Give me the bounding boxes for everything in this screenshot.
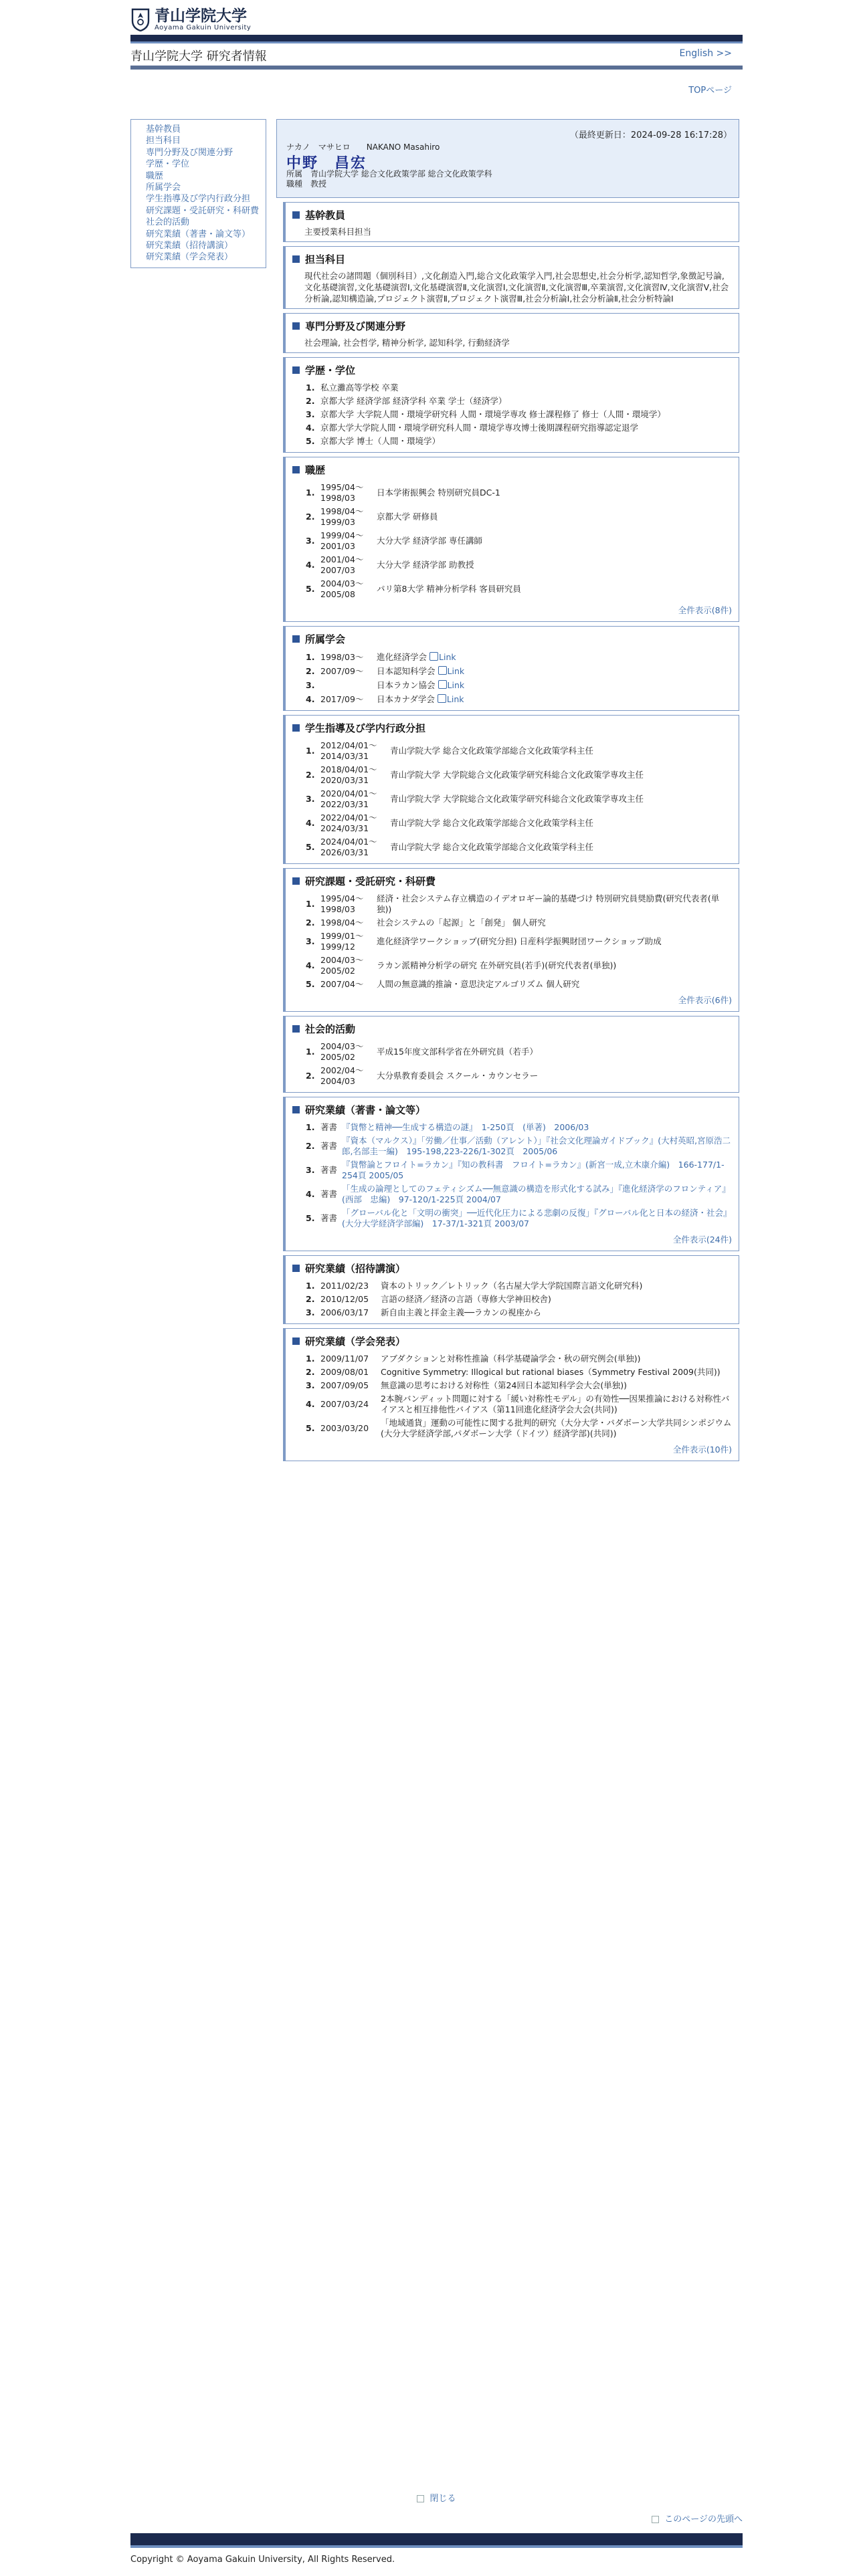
publication-link[interactable]: 「生成の論理としてのフェティシズム──無意識の構造を形式化する試み」『進化経済学のフロンティア』(西部 忠編) 97-120/1-225頁 2004/07 bbox=[342, 1184, 731, 1204]
researcher-name: 中野 昌宏 bbox=[286, 155, 367, 172]
list-item: 2. 2007/09〜 日本認知科学会 Link bbox=[306, 665, 465, 676]
external-link[interactable]: Link bbox=[436, 666, 465, 676]
show-all-link[interactable]: 全件表示(10件) bbox=[672, 1444, 732, 1455]
sidebar-item-kenkyu[interactable]: 研究課題・受託研究・科研費 bbox=[146, 205, 260, 216]
publication-link[interactable]: 『資本（マルクス）』「労働／仕事／活動（アレント）」『社会文化理論ガイドブック』(大村英昭,宮原浩二郎,名部圭一編) 195-198,223-226/1-302頁 2005/06 bbox=[342, 1136, 731, 1156]
section-marker-icon bbox=[292, 466, 300, 473]
section-marker-icon bbox=[292, 724, 300, 732]
list-item: 2. 2009/08/01 Cognitive Symmetry: Illogical but rational biases（Symmetry Festival 2009(共同)) bbox=[306, 1367, 721, 1377]
list-item: 2. 2010/12/05 言語の経済／経済の言語（専修大学神田校舎) bbox=[306, 1294, 551, 1304]
section-title: 研究課題・受託研究・科研費 bbox=[305, 875, 436, 887]
job-title: 職種 教授 bbox=[286, 179, 327, 189]
list-item: 3. 2006/03/17 新自由主義と拝金主義──ラカンの視座から bbox=[306, 1307, 542, 1317]
section-shakai bbox=[283, 1016, 739, 1093]
external-link[interactable]: Link bbox=[435, 694, 464, 704]
list-item: 1. 2004/03〜 2005/02 平成15年度文部科学省在外研究員（若手） bbox=[306, 1041, 538, 1062]
list-item: 2. 2002/04〜 2004/03 大分県教育委員会 スクール・カウンセラー bbox=[306, 1065, 539, 1086]
last-updated: （最終更新日：2024-09-28 16:17:28） bbox=[569, 130, 732, 140]
sidebar-item-happyo[interactable]: 研究業績（学会発表） bbox=[146, 252, 233, 263]
section-title: 所属学会 bbox=[305, 633, 346, 645]
publication-link[interactable]: 「グローバル化と「文明の衝突」──近代化圧力による悲劇の反復」『グローバル化と日本の経済・社会』(大分大学経済学部編) 17-37/1-321頁 2003/07 bbox=[342, 1208, 732, 1228]
main-content bbox=[276, 119, 739, 1461]
list-item: 4. 2004/03〜 2005/02 ラカン派精神分析学の研究 在外研究員(若手)(研究代表者(単独)) bbox=[306, 955, 617, 976]
section-tanto bbox=[283, 246, 739, 309]
section-title: 研究業績（学会発表） bbox=[305, 1335, 406, 1348]
footer-bar bbox=[130, 2533, 743, 2545]
sidebar-item-shakai[interactable]: 社会的活動 bbox=[146, 217, 190, 228]
list-item: 4. 2007/03/24 2本腕バンディット問題に対する「緩い対称性モデル」の有効性──因果推論における対称性バイアスと相互排他性バイアス（第11回進化経済学会大会(共同)) bbox=[306, 1394, 730, 1414]
section-title: 社会的活動 bbox=[305, 1023, 356, 1035]
sidebar-item-shokureki[interactable]: 職歴 bbox=[146, 171, 164, 181]
list-item: 2. 著書 『資本（マルクス）』「労働／仕事／活動（アレント）」『社会文化理論ガイドブック』(大村英昭,宮原浩二郎,名部圭一編) 195-198,223-226/1-302頁 2005/06 bbox=[306, 1136, 731, 1156]
section-text: 社会理論, 社会哲学, 精神分析学, 認知科学, 行動経済学 bbox=[304, 338, 510, 348]
publication-link[interactable]: 『貨幣と精神──生成する構造の謎』 1-250頁 (単著) 2006/03 bbox=[342, 1122, 589, 1132]
list-item: 3. 1999/01〜 1999/12 進化経済学ワークショップ(研究分担) 日産科学振興財団ワークショップ助成 bbox=[306, 931, 662, 952]
list-item: 2. 2018/04/01〜 2020/03/31 青山学院大学 大学院総合文化政策学研究科総合文化政策学専攻主任 bbox=[306, 764, 644, 785]
affiliation: 所属 青山学院大学 総合文化政策学部 総合文化政策学科 bbox=[286, 169, 492, 179]
show-all-link[interactable]: 全件表示(8件) bbox=[678, 605, 732, 615]
list-item: 5. 2007/04〜 人間の無意識的推論・意思決定アルゴリズム 個人研究 bbox=[306, 979, 580, 989]
section-chosho bbox=[283, 1097, 739, 1251]
section-title: 基幹教員 bbox=[305, 209, 346, 221]
section-title: 担当科目 bbox=[305, 253, 346, 265]
section-gakkai bbox=[283, 626, 739, 711]
publication-link[interactable]: 『貨幣論とフロイト=ラカン』『知の教科書 フロイト=ラカン』(新宮一成,立木康介編) 166-177/1-254頁 2005/05 bbox=[342, 1160, 725, 1180]
sidebar-item-senmon[interactable]: 専門分野及び関連分野 bbox=[146, 147, 233, 158]
link-icon bbox=[438, 680, 447, 689]
section-marker-icon bbox=[292, 366, 300, 374]
sidebar-item-gakusei[interactable]: 学生指導及び学内行政分担 bbox=[146, 194, 251, 205]
section-kenkyu bbox=[283, 868, 739, 1012]
link-icon bbox=[438, 694, 446, 703]
section-marker-icon bbox=[292, 255, 300, 263]
link-icon bbox=[430, 652, 438, 661]
external-link[interactable]: Link bbox=[427, 652, 456, 662]
list-item: 3. 著書 『貨幣論とフロイト=ラカン』『知の教科書 フロイト=ラカン』(新宮一成,立木康介編) 166-177/1-254頁 2005/05 bbox=[292, 1158, 732, 1182]
university-logo[interactable] bbox=[130, 5, 251, 33]
external-link[interactable]: Link bbox=[436, 680, 465, 690]
list-item: 3. 日本ラカン協会 Link bbox=[306, 679, 465, 690]
close-square-icon bbox=[417, 2495, 424, 2502]
page-top-square-icon bbox=[652, 2516, 659, 2523]
close-area bbox=[130, 2491, 743, 2504]
list-item: 1. 2011/02/23 資本のトリック／レトリック（名古屋大学大学院国際言語文化研究科) bbox=[306, 1281, 643, 1291]
section-marker-icon bbox=[292, 635, 300, 643]
section-shokureki bbox=[283, 457, 739, 622]
section-title: 専門分野及び関連分野 bbox=[305, 320, 406, 332]
section-shotai bbox=[283, 1255, 739, 1324]
list-item: 2. 1998/04〜 1999/03 京都大学 研修員 bbox=[306, 506, 438, 527]
section-marker-icon bbox=[292, 1106, 300, 1113]
section-marker-icon bbox=[292, 211, 300, 219]
list-item: 4. 著書 「生成の論理としてのフェティシズム──無意識の構造を形式化する試み」『進化経済学のフロンティア』(西部 忠編) 97-120/1-225頁 2004/07 bbox=[292, 1182, 732, 1206]
title-underline bbox=[130, 66, 743, 70]
sidebar-item-tanto[interactable]: 担当科目 bbox=[146, 136, 181, 146]
list-item: 3. 2020/04/01〜 2022/03/31 青山学院大学 大学院総合文化政策学研究科総合文化政策学専攻主任 bbox=[306, 788, 644, 809]
list-item: 3. 京都大学 大学院人間・環境学研究科 人間・環境学専攻 修士課程修了 修士（人間・環境学） bbox=[306, 409, 666, 419]
sidebar-item-shotai[interactable]: 研究業績（招待講演） bbox=[146, 241, 233, 251]
english-link[interactable]: English >> bbox=[679, 48, 732, 59]
header-bar-accent bbox=[130, 41, 743, 43]
list-item: 2. 京都大学 経済学部 経済学科 卒業 学士（経済学） bbox=[306, 396, 507, 406]
footer-bar-accent bbox=[130, 2545, 743, 2548]
section-title: 学生指導及び学内行政分担 bbox=[305, 722, 426, 734]
list-item: 4. 2017/09〜 日本カナダ学会 Link bbox=[306, 693, 464, 704]
section-text: 主要授業科目担当 bbox=[304, 227, 372, 237]
list-item: 1. 著書 『貨幣と精神──生成する構造の謎』 1-250頁 (単著) 2006/03 bbox=[292, 1121, 732, 1134]
section-marker-icon bbox=[292, 1265, 300, 1272]
sidebar-item-gakkai[interactable]: 所属学会 bbox=[146, 183, 181, 193]
list-item: 5. 2004/03〜 2005/08 パリ第8大学 精神分析学科 客員研究員 bbox=[306, 578, 521, 599]
section-gakureki bbox=[283, 357, 739, 453]
section-title: 研究業績（招待講演） bbox=[305, 1263, 406, 1275]
list-item: 5. 著書 「グローバル化と「文明の衝突」──近代化圧力による悲劇の反復」『グローバル化と日本の経済・社会』(大分大学経済学部編) 17-37/1-321頁 2003/07 bbox=[306, 1208, 732, 1228]
top-page-link[interactable]: TOPページ bbox=[688, 86, 732, 96]
list-item: 5. 京都大学 博士（人間・環境学） bbox=[306, 436, 440, 446]
section-title: 学歴・学位 bbox=[305, 364, 356, 377]
header-bar bbox=[130, 35, 743, 41]
list-item: 1. 1995/04〜 1998/03 日本学術振興会 特別研究員DC-1 bbox=[306, 482, 500, 503]
section-title: 研究業績（著書・論文等） bbox=[305, 1104, 426, 1116]
list-item: 4. 2001/04〜 2007/03 大分大学 経済学部 助教授 bbox=[306, 554, 474, 575]
name-kana: ナカノ マサヒロ NAKANO Masahiro bbox=[286, 142, 440, 152]
close-link[interactable]: 閉じる bbox=[430, 2494, 456, 2504]
show-all-link[interactable]: 全件表示(24件) bbox=[672, 1235, 732, 1245]
list-item: 1. 1995/04〜 1998/03 経済・社会システム存立構造のイデオロギー論的基礎づけ 特別研究員奨励費(研究代表者(単独)) bbox=[306, 893, 720, 914]
sidebar-item-gakureki[interactable]: 学歴・学位 bbox=[146, 159, 190, 170]
sidebar-item-chosho[interactable]: 研究業績（著書・論文等） bbox=[146, 229, 251, 239]
section-gakusei bbox=[283, 715, 739, 864]
list-item: 3. 1999/04〜 2001/03 大分大学 経済学部 専任講師 bbox=[306, 530, 482, 551]
section-senmon bbox=[283, 313, 739, 353]
logo-english: Aoyama Gakuin University bbox=[155, 23, 252, 31]
section-gakkai-happyo bbox=[283, 1328, 739, 1461]
copyright: Copyright © Aoyama Gakuin University, All Rights Reserved. bbox=[130, 2555, 395, 2565]
link-icon bbox=[438, 666, 447, 675]
list-item: 2. 1998/04〜 社会システムの「起源」と「創発」 個人研究 bbox=[306, 918, 546, 928]
page-top-area bbox=[652, 2512, 743, 2525]
page-top-link[interactable]: このページの先頭へ bbox=[664, 2514, 743, 2525]
section-text: 現代社会の諸問題（個別科目）,文化創造入門,総合文化政策学入門,社会思想史,社会分析学,認知哲学,象徴記号論,文化基礎演習,文化基礎演習Ⅰ,文化基礎演習Ⅱ,文化演習Ⅰ,文化演習Ⅱ,文化演習Ⅲ,卒業演習,文化演習Ⅳ,文化演習Ⅴ,社会分析論,認知構造論,プロジェクト演習Ⅱ,プロジェクト演習Ⅲ,社会分析論Ⅰ,社会分析論Ⅱ,社会分析特論Ⅰ bbox=[304, 271, 729, 304]
logo-japanese: 青山学院大学 bbox=[155, 6, 247, 25]
sidebar-nav bbox=[130, 119, 266, 268]
site-title: 青山学院大学 研究者情報 bbox=[130, 49, 267, 64]
list-item: 4. 2022/04/01〜 2024/03/31 青山学院大学 総合文化政策学部総合文化政策学科主任 bbox=[306, 813, 593, 833]
section-title: 職歴 bbox=[305, 464, 326, 476]
list-item: 1. 2012/04/01〜 2014/03/31 青山学院大学 総合文化政策学部総合文化政策学科主任 bbox=[306, 740, 593, 761]
section-marker-icon bbox=[292, 1025, 300, 1033]
list-item: 5. 2024/04/01〜 2026/03/31 青山学院大学 総合文化政策学部総合文化政策学科主任 bbox=[306, 837, 593, 857]
list-item: 4. 京都大学大学院人間・環境学研究科人間・環境学専攻博士後期課程研究指導認定退学 bbox=[306, 423, 639, 433]
show-all-link[interactable]: 全件表示(6件) bbox=[678, 995, 732, 1005]
list-item: 1. 1998/03〜 進化経済学会 Link bbox=[306, 651, 456, 662]
list-item: 3. 2007/09/05 無意識の思考における対称性（第24回日本認知科学会大会(単独)) bbox=[306, 1380, 628, 1390]
sidebar-item-kikan[interactable]: 基幹教員 bbox=[146, 124, 181, 134]
section-marker-icon bbox=[292, 322, 300, 330]
profile-box bbox=[276, 119, 739, 198]
list-item: 1. 私立灘高等学校 卒業 bbox=[306, 383, 399, 393]
list-item: 5. 2003/03/20 「地域通貨」運動の可能性に関する批判的研究（大分大学・パダボーン大学共同シンポジウム(大分大学経済学部,パダボーン大学（ドイツ）経済学部)(共同)) bbox=[306, 1418, 732, 1438]
section-kikan bbox=[283, 202, 739, 242]
section-marker-icon bbox=[292, 1337, 300, 1345]
section-marker-icon bbox=[292, 877, 300, 885]
crest-icon bbox=[130, 7, 151, 31]
list-item: 1. 2009/11/07 アブダクションと対称性推論（科学基礎論学会・秋の研究例会(単独)) bbox=[306, 1354, 641, 1364]
